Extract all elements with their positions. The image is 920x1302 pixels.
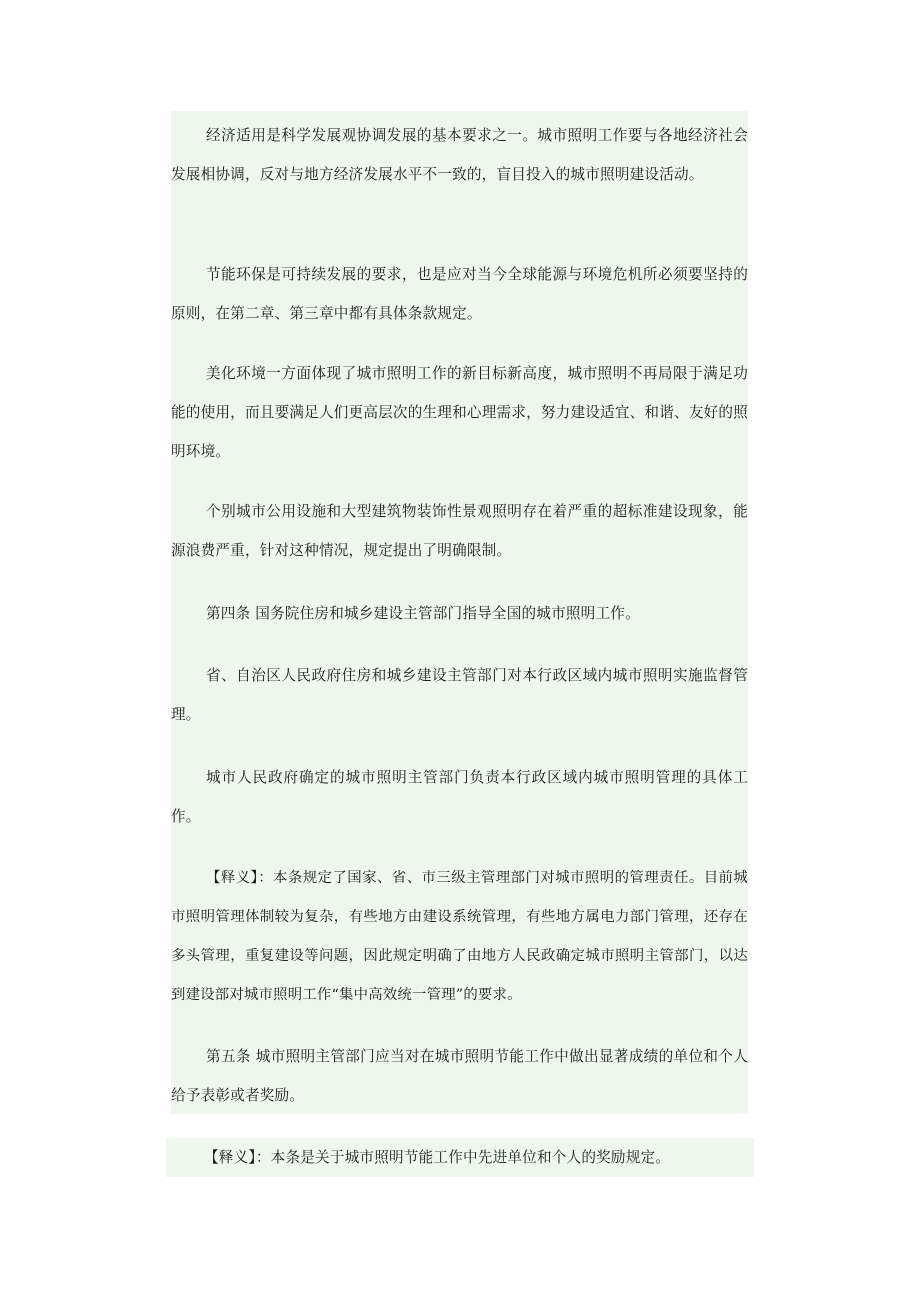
paragraph-economy: 经济适用是科学发展观协调发展的基本要求之一。城市照明工作要与各地经济社会发展相协调，反对与地方经济发展水平不一致的，盲目投入的城市照明建设活动。 (171, 127, 748, 183)
paragraph-beautify: 美化环境一方面体现了城市照明工作的新目标新高度，城市照明不再局限于满足功能的使用，而且要满足人们更高层次的生理和心理需求，努力建设适宜、和谐、友好的照明环境。 (171, 365, 748, 460)
paragraph-article-5: 第五条 城市照明主管部门应当对在城市照明节能工作中做出显著成绩的单位和个人给予表彰或者奖励。 (171, 1048, 748, 1104)
paragraph-article-4: 第四条 国务院住房和城乡建设主管部门指导全国的城市照明工作。 (206, 605, 640, 622)
paragraph-province: 省、自治区人民政府住房和城乡建设主管部门对本行政区域内城市照明实施监督管理。 (171, 667, 748, 723)
paragraph-city-government: 城市人民政府确定的城市照明主管部门负责本行政区域内城市照明管理的具体工作。 (171, 769, 748, 825)
paragraph-interpretation-article-4: 【释义】：本条规定了国家、省、市三级主管理部门对城市照明的管理责任。目前城市照明管理体制较为复杂，有些地方由建设系统管理，有些地方属电力部门管理，还存在多头管理，重复建设等问题，因此规定明确了由地方人民政确定城市照明主管部门，以达到建设部对城市照明工作“集中高效统一管理”的要求。 (171, 870, 748, 1003)
paragraph-restriction: 个别城市公用设施和大型建筑物装饰性景观照明存在着严重的超标准建设现象，能源浪费严重，针对这种情况，规定提出了明确限制。 (171, 503, 748, 559)
paragraph-energy-saving: 节能环保是可持续发展的要求，也是应对当今全球能源与环境危机所必须要坚持的原则，在第二章、第三章中都有具体条款规定。 (171, 266, 748, 322)
bottom-note: 【释义】：本条是关于城市照明节能工作中先进单位和个人的奖励规定。 (204, 1149, 671, 1166)
